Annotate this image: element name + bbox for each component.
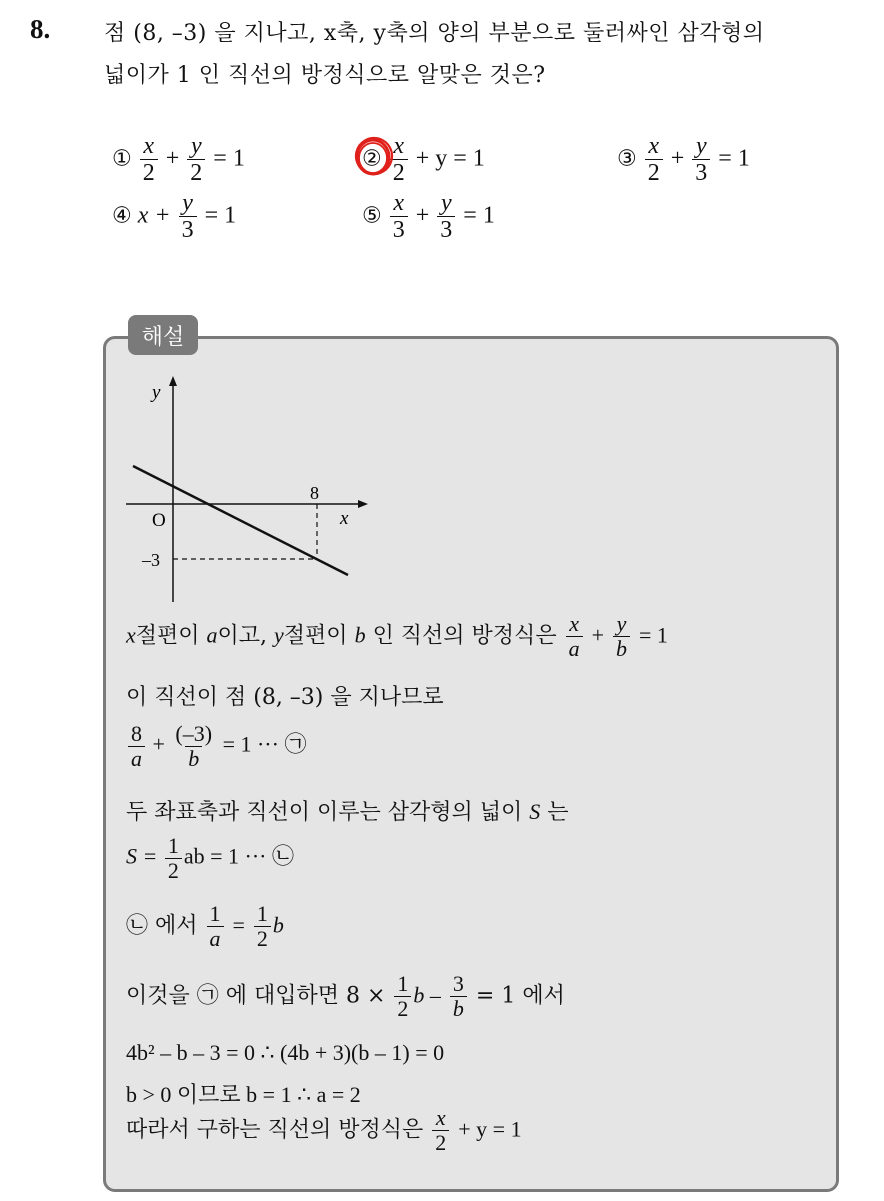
rhs: = 1 bbox=[463, 202, 495, 229]
origin-label: O bbox=[152, 510, 166, 531]
frac-den: 3 bbox=[390, 216, 408, 243]
lhs: S = bbox=[126, 843, 158, 869]
solution-line-4 bbox=[126, 795, 569, 826]
rhs: + y = 1 bbox=[415, 145, 485, 172]
lhs: x + bbox=[137, 202, 171, 229]
choice-5[interactable] bbox=[362, 190, 495, 244]
text: 두 좌표축과 직선이 이루는 삼각형의 넓이 bbox=[126, 800, 523, 825]
text: 는 bbox=[547, 800, 569, 825]
eq-op: = bbox=[232, 912, 245, 938]
solution-line-10 bbox=[126, 1106, 522, 1155]
frac-num: x bbox=[648, 133, 660, 159]
frac-den: a bbox=[566, 636, 583, 661]
frac-num: y bbox=[182, 190, 193, 216]
rhs: + y = 1 bbox=[458, 1116, 522, 1142]
frac-num: y bbox=[616, 611, 627, 636]
frac-den: 2 bbox=[165, 858, 182, 883]
solution-tag: 해설 bbox=[128, 315, 198, 355]
rhs: = 1 bbox=[639, 622, 668, 648]
choice-4-mark: ④ bbox=[112, 203, 132, 229]
choice-1-mark: ① bbox=[112, 146, 132, 172]
selection-circle-icon bbox=[352, 134, 396, 180]
solution-line-5 bbox=[126, 834, 294, 883]
frac-den: 2 bbox=[645, 159, 663, 186]
rhs: = 1 bbox=[204, 202, 237, 229]
frac-num: y bbox=[190, 133, 202, 159]
rhs: = 1 bbox=[213, 145, 245, 172]
frac-num: 3 bbox=[452, 971, 464, 996]
solution-line-9: b > 0 이므로 b = 1 ∴ a = 2 bbox=[126, 1082, 361, 1107]
frac-num: x bbox=[393, 190, 405, 216]
var-a: a bbox=[206, 622, 218, 648]
var-b: b bbox=[354, 622, 366, 648]
frac-num: 1 bbox=[209, 901, 221, 926]
solution-line-3 bbox=[126, 722, 306, 771]
choice-4[interactable] bbox=[112, 190, 236, 244]
frac-num: x bbox=[143, 133, 155, 159]
var-s: S bbox=[529, 799, 541, 824]
y-axis-label: y bbox=[152, 382, 161, 403]
frac-num: x bbox=[393, 133, 405, 159]
plus-op: + bbox=[591, 622, 604, 648]
frac-den: b bbox=[185, 746, 202, 771]
frac-den: 3 bbox=[437, 216, 455, 243]
solution-line-7 bbox=[126, 972, 565, 1021]
frac-den: a bbox=[128, 746, 145, 771]
frac-num: x bbox=[435, 1105, 446, 1130]
frac-den: 2 bbox=[394, 996, 411, 1021]
var-y: y bbox=[274, 622, 284, 648]
frac-num: 1 bbox=[167, 833, 179, 858]
choice-3-mark: ③ bbox=[617, 146, 637, 172]
frac-den: 2 bbox=[140, 159, 158, 186]
rhs: = 1 ··· ㉠ bbox=[222, 731, 307, 757]
text: 절편이 bbox=[283, 623, 348, 649]
text: 이것을 ㉠ 에 대입하면 8 × bbox=[126, 983, 386, 1009]
frac-den: a bbox=[207, 926, 224, 951]
choice-1[interactable] bbox=[112, 133, 245, 187]
var-x: x bbox=[126, 622, 136, 648]
frac-num: y bbox=[695, 133, 707, 159]
text: 인 직선의 방정식은 bbox=[372, 623, 557, 649]
question-text-line1: 점 (8, –3) 을 지나고, x축, y축의 양의 부분으로 둘러싸인 삼각형의 bbox=[104, 21, 765, 46]
text: = 1 에서 bbox=[475, 983, 565, 1009]
frac-num: (–3) bbox=[175, 721, 213, 746]
plus-op: + bbox=[152, 731, 165, 757]
solution-line-8: 4b² – b – 3 = 0 ∴ (4b + 3)(b – 1) = 0 bbox=[126, 1040, 445, 1065]
y-axis-arrow-icon bbox=[169, 376, 177, 386]
choice-2-mark: ② bbox=[362, 146, 382, 172]
solution-line-6 bbox=[126, 902, 284, 951]
choice-3[interactable] bbox=[617, 133, 750, 187]
frac-num: 1 bbox=[256, 901, 268, 926]
frac-den: 2 bbox=[254, 926, 271, 951]
line-graph bbox=[118, 372, 378, 607]
frac-num: 8 bbox=[131, 721, 142, 746]
var-b: b bbox=[272, 912, 284, 938]
frac-den: 2 bbox=[390, 159, 408, 186]
text: ㉡ 에서 bbox=[126, 913, 198, 939]
choice-5-mark: ⑤ bbox=[362, 203, 382, 229]
question-number: 8. bbox=[30, 14, 51, 44]
x-axis-arrow-icon bbox=[358, 500, 368, 508]
expr: b – bbox=[413, 982, 441, 1008]
frac-num: y bbox=[440, 190, 452, 216]
frac-den: 3 bbox=[692, 159, 710, 186]
y-tick-label: –3 bbox=[142, 550, 160, 570]
text: 이고, bbox=[217, 623, 268, 649]
frac-den: 2 bbox=[432, 1130, 449, 1155]
solution-line-2: 이 직선이 점 (8, –3) 을 지나므로 bbox=[126, 685, 444, 710]
plus-op: + bbox=[165, 145, 180, 172]
x-tick-label: 8 bbox=[310, 483, 319, 503]
plus-op: + bbox=[670, 145, 685, 172]
rhs: = 1 bbox=[718, 145, 750, 172]
frac-num: x bbox=[569, 611, 579, 636]
frac-num: 1 bbox=[397, 971, 409, 996]
plus-op: + bbox=[415, 202, 430, 229]
text: 따라서 구하는 직선의 방정식은 bbox=[126, 1117, 424, 1143]
frac-den: 2 bbox=[187, 159, 205, 186]
question-text-line2: 넓이가 1 인 직선의 방정식으로 알맞은 것은? bbox=[104, 63, 546, 88]
rhs: ab = 1 ··· ㉡ bbox=[183, 843, 295, 869]
frac-den: b bbox=[450, 996, 467, 1021]
text: 절편이 bbox=[135, 623, 200, 649]
x-axis-label: x bbox=[340, 508, 349, 529]
frac-den: 3 bbox=[179, 216, 197, 243]
frac-den: b bbox=[613, 636, 630, 661]
solution-line-1 bbox=[126, 612, 668, 661]
